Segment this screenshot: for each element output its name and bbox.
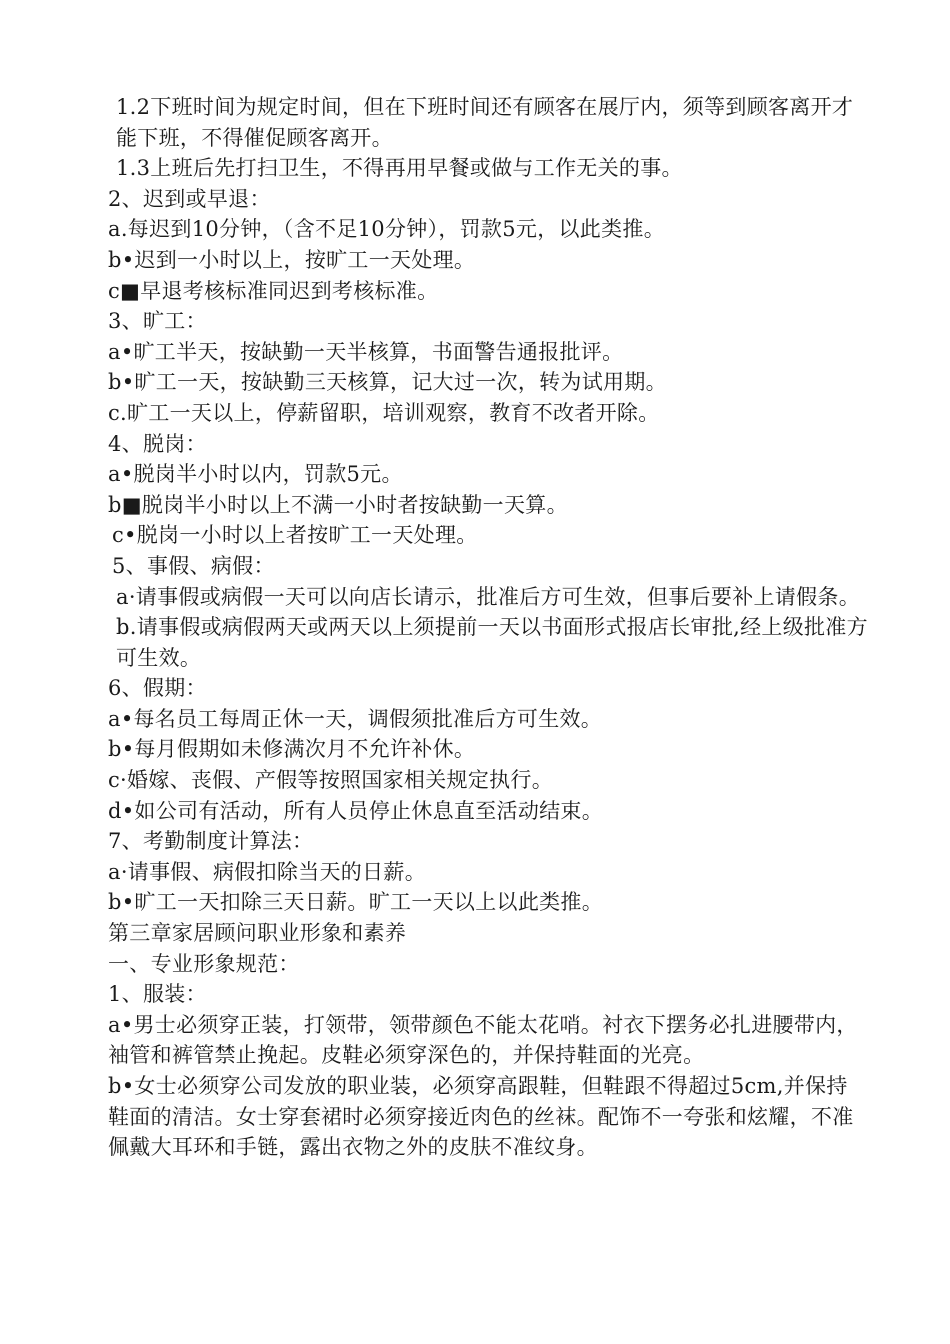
list-item: b•每月假期如未修满次月不允许补休。 — [108, 737, 476, 762]
chapter-title: 第三章家居顾问职业形象和素养 — [108, 921, 407, 946]
list-item: a•旷工半天，按缺勤一天半核算，书面警告通报批评。 — [108, 339, 624, 364]
list-item: a·请事假、病假扣除当天的日薪。 — [108, 859, 426, 884]
list-item: b.请事假或病假两天或两天以上须提前一天以书面形式报店长审批,经上级批准方可生效。 — [116, 615, 868, 670]
list-item: b■脱岗半小时以上不满一小时者按缺勤一天算。 — [108, 492, 568, 517]
list-item: a•脱岗半小时以内，罚款5元。 — [108, 462, 403, 487]
section-heading-attire: 1、服装： — [108, 982, 207, 1007]
list-item: c■早退考核标准同迟到考核标准。 — [108, 278, 439, 303]
list-item: a•每名员工每周正休一天，调假须批准后方可生效。 — [108, 706, 603, 731]
list-item: b•旷工一天，按缺勤三天核算，记大过一次，转为试用期。 — [108, 370, 667, 395]
list-item: a·请事假或病假一天可以向店长请示，批准后方可生效，但事后要补上请假条。 — [116, 584, 860, 609]
section-heading-attendance-calc: 7、考勤制度计算法： — [108, 829, 314, 854]
section-heading-absence: 3、旷工： — [108, 309, 207, 334]
list-item: a.每迟到10分钟，（含不足10分钟），罚款5元，以此类推。 — [108, 217, 665, 242]
list-item: b•女士必须穿公司发放的职业装，必须穿高跟鞋，但鞋跟不得超过5cm,并保持鞋面的清洁。女士穿套裙时必须穿接近肉色的丝袜。配饰不一夸张和炫耀，不准佩戴大耳环和手链，露出衣物之外的皮肤不准纹身。 — [108, 1074, 854, 1160]
section-heading-holidays: 6、假期： — [108, 676, 207, 701]
list-item: c·婚嫁、丧假、产假等按照国家相关规定执行。 — [108, 768, 554, 793]
list-item: b•旷工一天扣除三天日薪。旷工一天以上以此类推。 — [108, 890, 604, 915]
section-heading-late-early: 2、迟到或早退： — [108, 186, 271, 211]
list-item: c•脱岗一小时以上者按旷工一天处理。 — [112, 523, 478, 548]
section-heading-personal-sick-leave: 5、事假、病假： — [112, 553, 275, 578]
list-item: a•男士必须穿正装，打领带，领带颜色不能太花哨。衬衣下摆务必扎进腰带内，袖管和裤管禁止挽起。皮鞋必须穿深色的，并保持鞋面的光亮。 — [108, 1012, 858, 1068]
list-item: d•如公司有活动，所有人员停止休息直至活动结束。 — [108, 798, 604, 823]
list-item: b•迟到一小时以上，按旷工一天处理。 — [108, 247, 476, 272]
section-heading-leave-post: 4、脱岗： — [108, 431, 207, 456]
list-item: c.旷工一天以上，停薪留职，培训观察，教育不改者开除。 — [108, 400, 660, 425]
document-body — [108, 92, 868, 1163]
paragraph-1-2: 1.2下班时间为规定时间，但在下班时间还有顾客在展厅内，须等到顾客离开才能下班，不得催促顾客离开。 — [116, 95, 854, 150]
paragraph-1-3: 1.3上班后先打扫卫生，不得再用早餐或做与工作无关的事。 — [116, 156, 683, 181]
section-heading-professional-image: 一、专业形象规范： — [108, 951, 300, 976]
